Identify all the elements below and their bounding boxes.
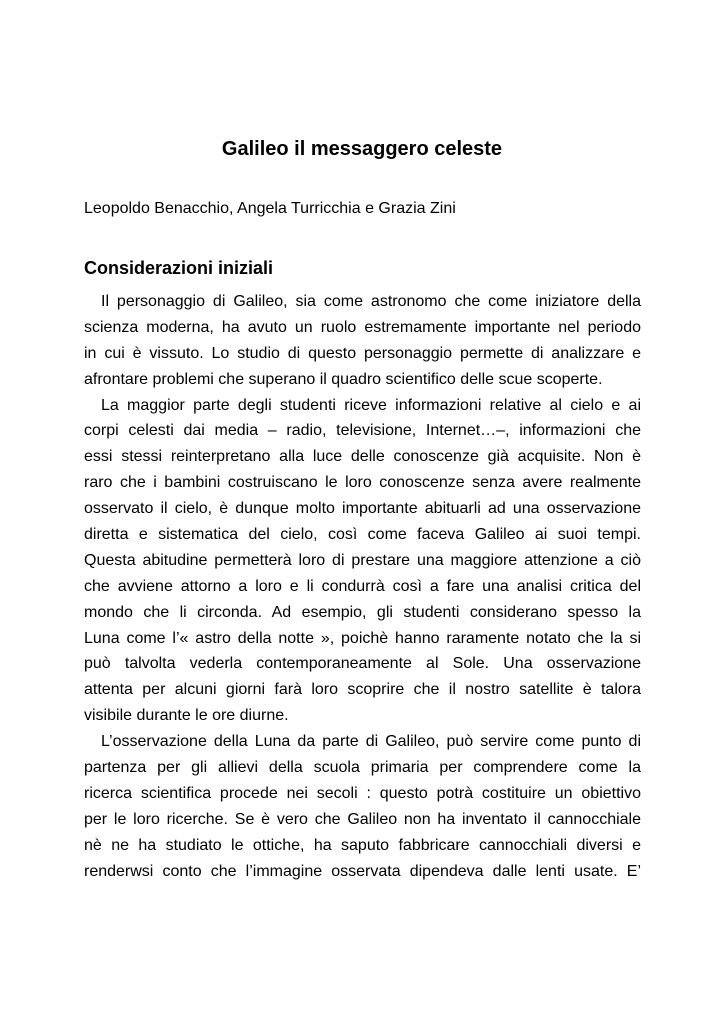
text-line: Il personaggio di Galileo, sia come astronomo che come iniziatore della (101, 293, 641, 310)
document-authors: Leopoldo Benacchio, Angela Turricchia e Grazia Zini (84, 200, 456, 217)
section-heading: Considerazioni iniziali (84, 258, 274, 278)
text-line: ricerca scientifica procede nei secoli : questo potrà costituire un obiettivo (84, 784, 641, 802)
text-line: per le loro ricerche. Se è vero che Galileo non ha inventato il cannocchiale (84, 810, 641, 828)
text-line: corpi celesti dai media – radio, televisione, Internet…–, informazioni che (84, 422, 641, 440)
text-line: in cui è vissuto. Lo studio di questo personaggio permette di analizzare e (84, 344, 641, 362)
text-line: afrontare problemi che superano il quadro scientifico delle scue scoperte. (84, 370, 603, 388)
text-line: Questa abitudine permetterà loro di prestare una maggiore attenzione a ciò (84, 551, 641, 569)
text-line: L’osservazione della Luna da parte di Galileo, può servire come punto di (101, 733, 641, 751)
text-line: scienza moderna, ha avuto un ruolo estremamente importante nel periodo (84, 318, 641, 336)
text-line: raro che i bambini costruiscano le loro conoscenze senza avere realmente (84, 474, 641, 492)
text-line: visibile durante le ore diurne. (84, 707, 289, 725)
body-text (84, 289, 641, 884)
text-line: diretta e sistematica del cielo, così come faceva Galileo ai suoi tempi. (84, 526, 641, 544)
text-line: Luna come l’« astro della notte », poichè hanno raramente notato che la si (84, 629, 641, 647)
text-line: osservato il cielo, è dunque molto importante abituarli ad una osservazione (84, 500, 641, 518)
text-line: renderwsi conto che l’immagine osservata dipendeva dalle lenti usate. E’ (84, 862, 641, 880)
text-line: mondo che li circonda. Ad esempio, gli studenti considerano spesso la (84, 603, 641, 621)
text-line: può talvolta vederla contemporaneamente al Sole. Una osservazione (84, 655, 641, 673)
text-line: partenza per gli allievi della scuola primaria per comprendere come la (84, 759, 641, 777)
text-line: essi stessi reinterpretano alla luce delle conoscenze già acquisite. Non è (84, 448, 641, 466)
text-line: nè ne ha studiato le ottiche, ha saputo fabbricare cannocchiali diversi e (84, 836, 641, 854)
text-line: La maggior parte degli studenti riceve informazioni relative al cielo e ai (101, 396, 641, 414)
document-title: Galileo il messaggero celeste (221, 138, 503, 160)
text-line: che avviene attorno a loro e li condurrà così a fare una analisi critica del (84, 577, 641, 595)
text-line: attenta per alcuni giorni farà loro scoprire che il nostro satellite è talora (84, 681, 641, 699)
